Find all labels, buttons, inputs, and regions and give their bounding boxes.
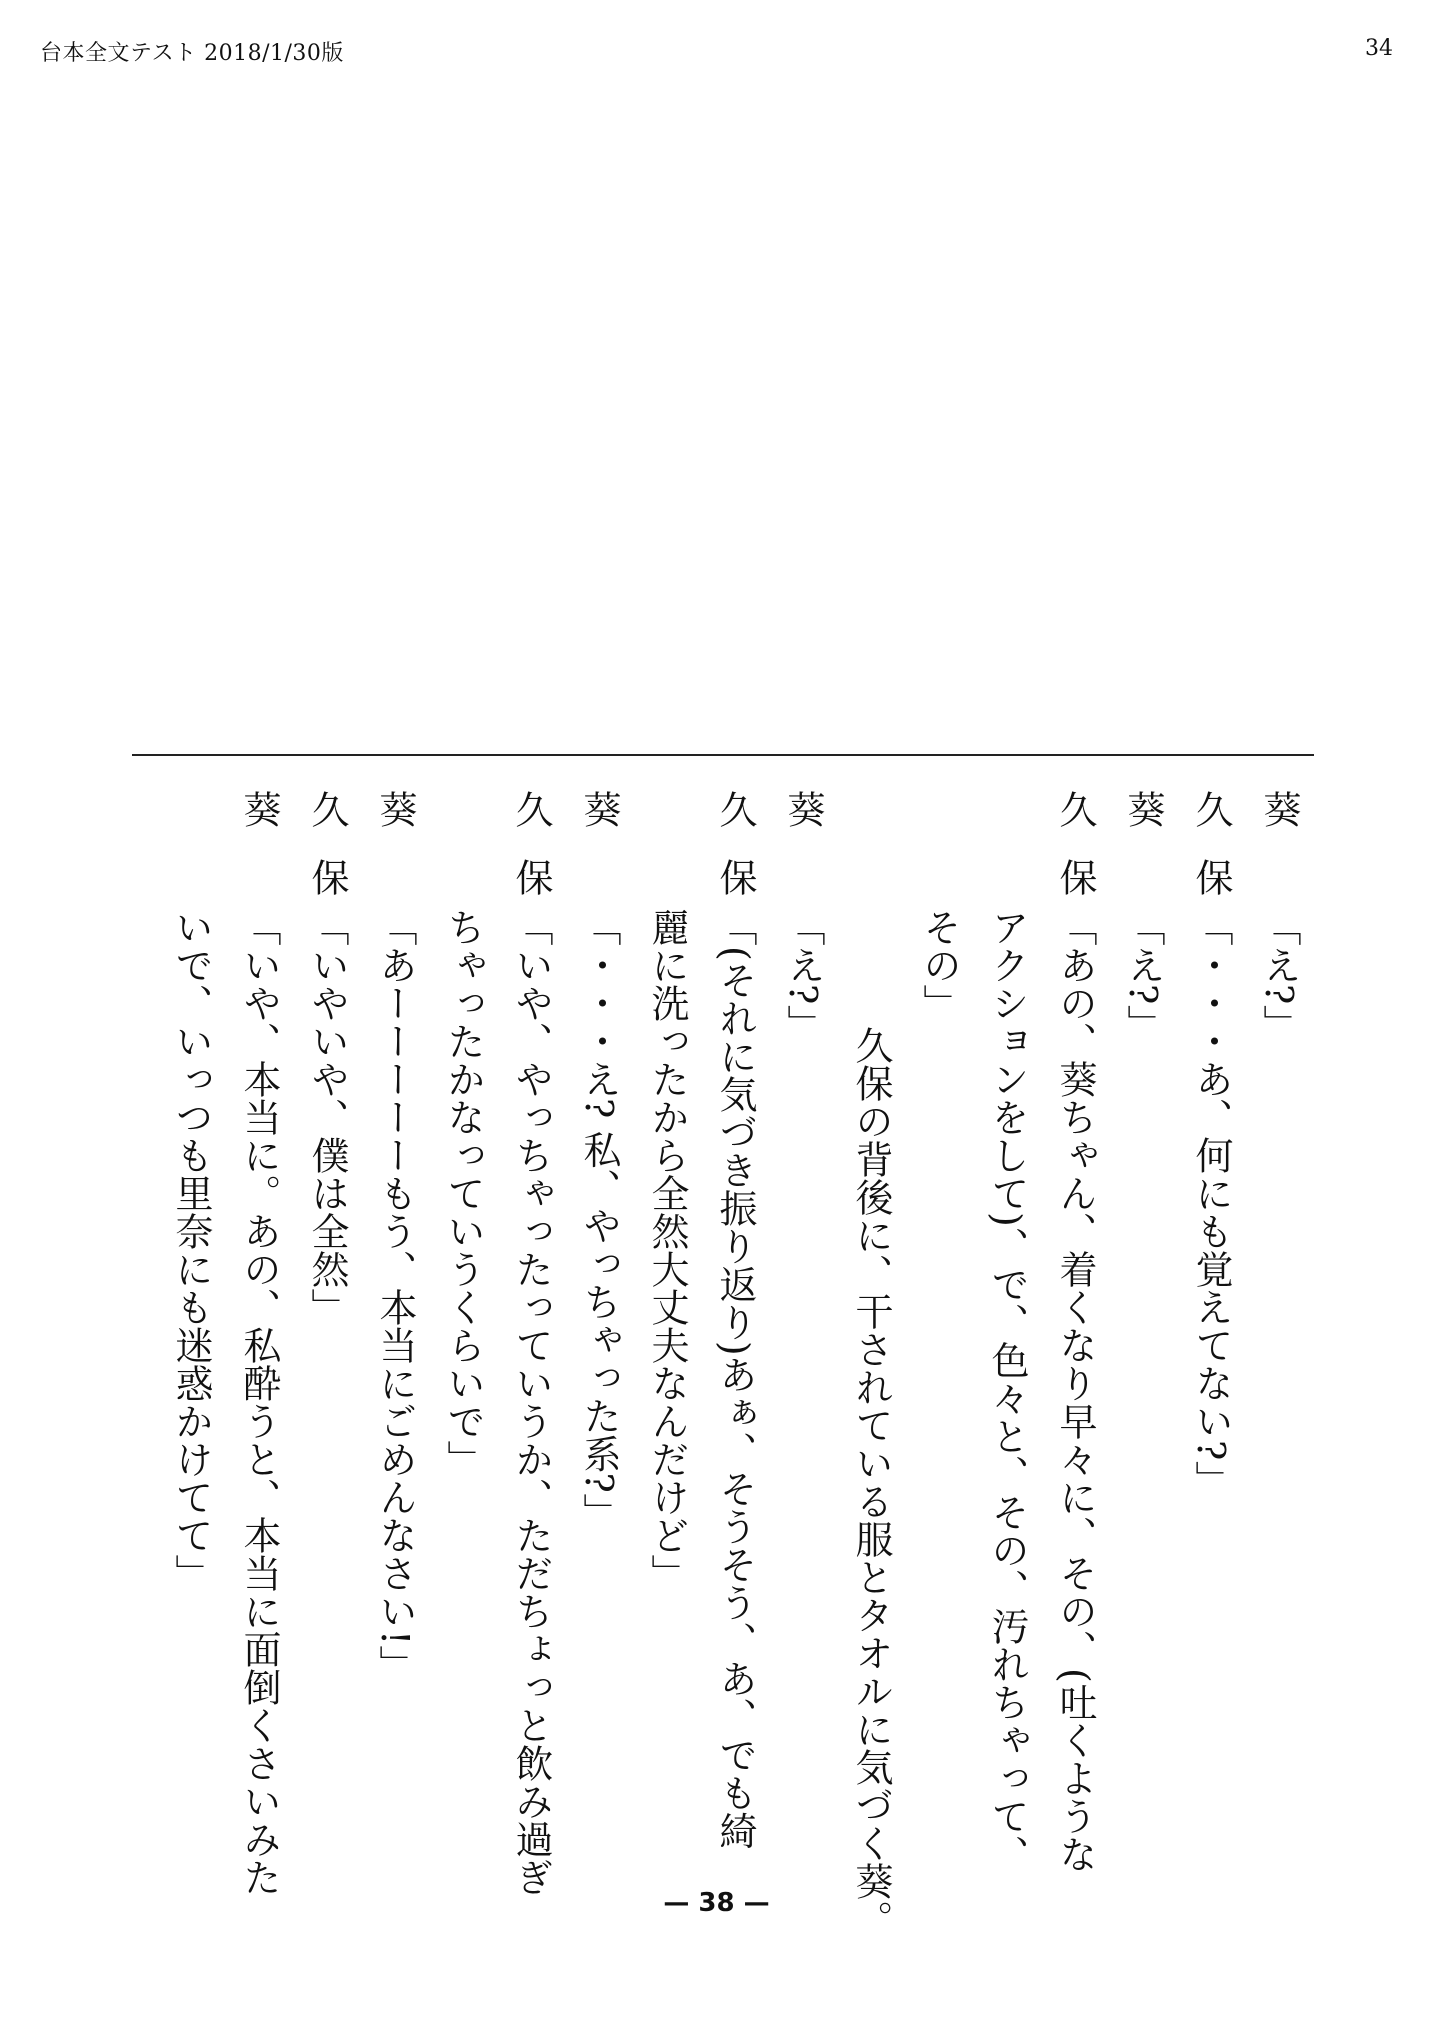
speaker-name: 久保 [713,790,757,926]
dialogue-line [293,790,361,1790]
line-text: 「え?」 [1121,908,1165,1043]
speaker-name: 久保 [1189,790,1233,926]
line-text: 「(それに気づき振り返り)あぁ、そうそう、あ、でも綺 [713,908,757,1850]
dialogue-line [973,790,1041,1873]
line-text: 「・・・え? 私、やっちゃった系?」 [577,908,621,1531]
line-text: ちゃったかなっていうくらいで」 [441,908,485,1478]
dialogue-line [1109,790,1177,1790]
speaker-name: 葵 [1121,790,1165,828]
speaker-name: 葵 [237,790,281,828]
line-text: 「・・・あ、何にも覚えてない?」 [1189,908,1233,1499]
dialogue-line [633,790,701,1790]
line-text: 「あの、葵ちゃん、着くなり早々に、その、(吐くような [1053,908,1097,1873]
dialogue-line [361,790,429,1790]
line-text: いで、いっつも里奈にも迷惑かけてて」 [169,908,213,1592]
line-text: 「いやいや、僕は全然」 [305,908,349,1326]
dialogue-line [701,790,769,1850]
speaker-name: 久保 [305,790,349,926]
line-text: 「え?」 [1257,908,1301,1043]
speaker-name: 久保 [1053,790,1097,926]
dialogue-line [225,790,293,1896]
speaker-name: 葵 [577,790,621,828]
line-text: 「え?」 [781,908,825,1043]
line-text: 「いや、やっちゃったっていうか、ただちょっと飲み過ぎ [509,908,553,1896]
speaker-name: 葵 [781,790,825,828]
dialogue-line [565,790,633,1790]
line-text: 「いや、本当に。あの、私酔うと、本当に面倒くさいみた [237,908,281,1896]
dialogue-line [1041,790,1109,1873]
dialogue-line [769,790,837,1790]
dialogue-line [429,790,497,1790]
footer-page-label: — 38 — [663,1888,770,1918]
dialogue-line [905,790,973,1790]
dialogue-line [497,790,565,1896]
speaker-name: 葵 [373,790,417,828]
line-text: その」 [917,908,961,1022]
line-text: アクションをして)、で、色々と、その、汚れちゃって、 [985,908,1029,1873]
speaker-name: 久保 [509,790,553,926]
header-page-number: 34 [1365,36,1393,61]
stage-direction [837,790,905,1938]
dialogue-line [157,790,225,1790]
line-text: 麗に洗ったから全然大丈夫なんだけど」 [645,908,689,1592]
header-title: 台本全文テスト 2018/1/30版 [40,41,344,66]
dialogue-line [1177,790,1245,1790]
dialogue-line [1245,790,1313,1790]
speaker-name: 葵 [1257,790,1301,828]
horizontal-rule [132,754,1314,756]
line-text: 久保の背後に、干されている服とタオルに気づく葵。 [849,1026,893,1938]
line-text: 「あーーーーーもう、本当にごめんなさい!」 [373,908,417,1684]
